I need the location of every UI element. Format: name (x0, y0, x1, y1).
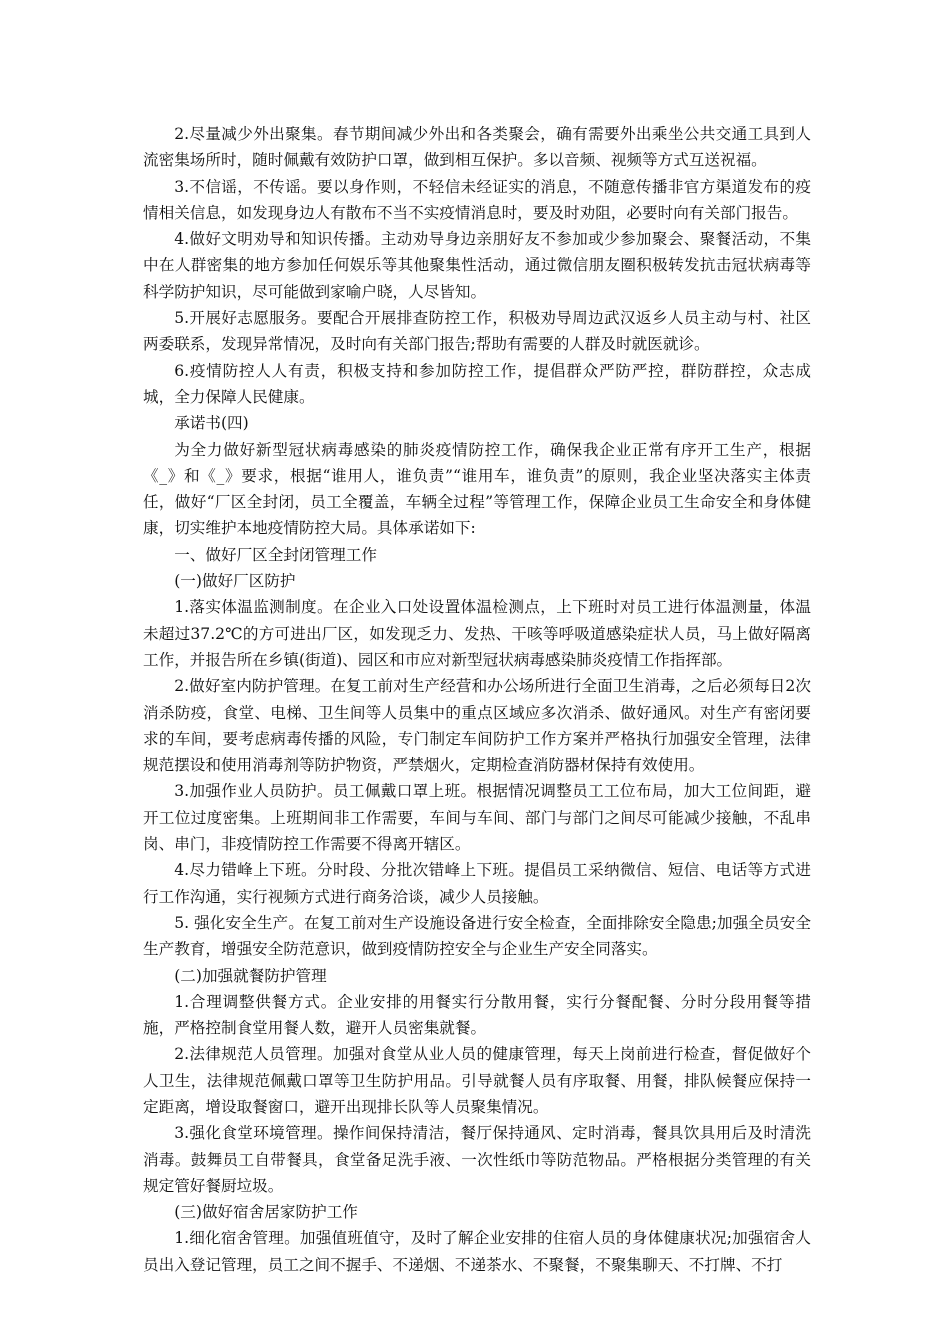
paragraph: 2.尽量减少外出聚集。春节期间减少外出和各类聚会，确有需要外出乘坐公共交通工具到人流密集场所时，随时佩戴有效防护口罩，做到相互保护。多以音频、视频等方式互送祝福。 (143, 125, 811, 170)
paragraph: 为全力做好新型冠状病毒感染的肺炎疫情防控工作，确保我企业正常有序开工生产，根据《_》和《_》要求，根据“谁用人，谁负责”“谁用车，谁负责”的原则，我企业坚决落实主体责任，做好“厂区全封闭，员工全覆盖，车辆全过程”等管理工作，保障企业员工生命安全和身体健康，切实维护本地疫情防控大局。具体承诺如下: (143, 440, 811, 538)
subsection-heading: (二)加强就餐防护管理 (174, 966, 327, 985)
paragraph: 2.法律规范人员管理。加强对食堂从业人员的健康管理，每天上岗前进行检查，督促做好个人卫生，法律规范佩戴口罩等卫生防护用品。引导就餐人员有序取餐、用餐，排队候餐应保持一定距离，增设取餐窗口，避开出现排长队等人员聚集情况。 (143, 1045, 811, 1116)
section-heading: 承诺书(四) (174, 414, 249, 433)
paragraph: 4.尽力错峰上下班。分时段、分批次错峰上下班。提倡员工采纳微信、短信、电话等方式进行工作沟通，实行视频方式进行商务洽谈，减少人员接触。 (143, 861, 811, 906)
paragraph: 4.做好文明劝导和知识传播。主动劝导身边亲朋好友不参加或少参加聚会、聚餐活动，不集中在人群密集的地方参加任何娱乐等其他聚集性活动，通过微信朋友圈积极转发抗击冠状病毒等科学防护知识，尽可能做到家喻户晓，人尽皆知。 (143, 230, 811, 301)
paragraph: 3.不信谣，不传谣。要以身作则，不轻信未经证实的消息，不随意传播非官方渠道发布的疫情相关信息，如发现身边人有散布不当不实疫情消息时，要及时劝阻，必要时向有关部门报告。 (143, 177, 811, 222)
paragraph: 1.细化宿舍管理。加强值班值守，及时了解企业安排的住宿人员的身体健康状况;加强宿舍人员出入登记管理，员工之间不握手、不递烟、不递茶水、不聚餐，不聚集聊天、不打牌、不打 (143, 1229, 811, 1274)
paragraph: 6.疫情防控人人有责，积极支持和参加防控工作，提倡群众严防严控，群防群控，众志成城，全力保障人民健康。 (143, 361, 811, 406)
paragraph: 1.合理调整供餐方式。企业安排的用餐实行分散用餐，实行分餐配餐、分时分段用餐等措施，严格控制食堂用餐人数，避开人员密集就餐。 (143, 992, 811, 1038)
paragraph: 5. 强化安全生产。在复工前对生产设施设备进行安全检查，全面排除安全隐患;加强全员安全生产教育，增强安全防范意识，做到疫情防控安全与企业生产安全同落实。 (143, 913, 811, 959)
paragraph: 3.强化食堂环境管理。操作间保持清洁，餐厅保持通风、定时消毒，餐具饮具用后及时清洗消毒。鼓舞员工自带餐具，食堂备足洗手液、一次性纸巾等防范物品。严格根据分类管理的有关规定管好餐厨垃圾。 (143, 1124, 811, 1195)
subsection-heading: (三)做好宿舍居家防护工作 (174, 1203, 358, 1222)
paragraph: 2.做好室内防护管理。在复工前对生产经营和办公场所进行全面卫生消毒，之后必须每日2次消杀防疫，食堂、电梯、卫生间等人员集中的重点区域应多次消杀、做好通风。对生产有密闭要求的车间，要考虑病毒传播的风险，专门制定车间防护工作方案并严格执行加强安全管理，法律规范摆设和使用消毒剂等防护物资，严禁烟火，定期检查消防器材保持有效使用。 (143, 677, 811, 775)
paragraph: 3.加强作业人员防护。员工佩戴口罩上班。根据情况调整员工工位布局，加大工位间距，避开工位过度密集。上班期间非工作需要，车间与车间、部门与部门之间尽可能减少接触，不乱串岗、串门，非疫情防控工作需要不得离开辖区。 (143, 782, 811, 854)
subsection-heading: (一)做好厂区防护 (174, 572, 296, 591)
section-heading: 一、做好厂区全封闭管理工作 (174, 545, 377, 564)
paragraph: 5.开展好志愿服务。要配合开展排查防控工作，积极劝导周边武汉返乡人员主动与村、社区两委联系，发现异常情况，及时向有关部门报告;帮助有需要的人群及时就医就诊。 (143, 309, 811, 354)
paragraph: 1.落实体温监测制度。在企业入口处设置体温检测点，上下班时对员工进行体温测量，体温未超过37.2℃的方可进出厂区，如发现乏力、发热、干咳等呼吸道感染症状人员，马上做好隔离工作，并报告所在乡镇(街道)、园区和市应对新型冠状病毒感染肺炎疫情工作指挥部。 (143, 598, 811, 669)
document-body (143, 121, 811, 1278)
